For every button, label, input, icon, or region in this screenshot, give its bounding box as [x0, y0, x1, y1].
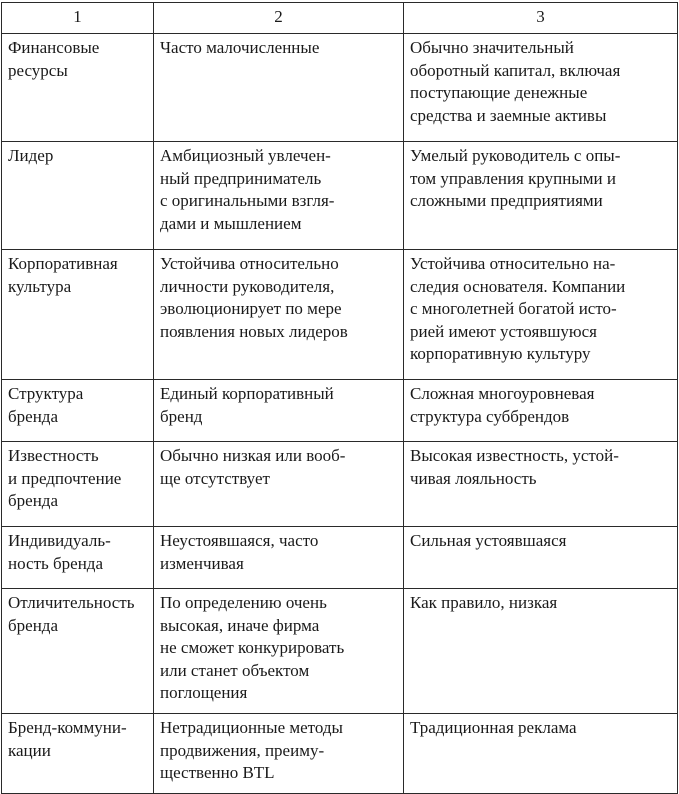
table-row: [2, 380, 678, 442]
table-cell: Единый корпоративный бренд: [154, 380, 404, 442]
column-header-3: 3: [404, 3, 678, 34]
row-label: Лидер: [2, 142, 154, 250]
column-header-2: 2: [154, 3, 404, 34]
table-cell: Традиционная реклама: [404, 714, 678, 794]
table-cell: Обычно низкая или вооб- ще отсутствует: [154, 442, 404, 527]
table-cell: Амбициозный увлечен- ный предприниматель с оригинальными взгля- дами и мышлением: [154, 142, 404, 250]
table-cell: Неустоявшаяся, часто изменчивая: [154, 527, 404, 589]
table-cell: Обычно значительный оборотный капитал, включая поступающие денежные средства и заемные активы: [404, 34, 678, 142]
table-cell: Как правило, низкая: [404, 589, 678, 714]
row-label: Индивидуаль- ность бренда: [2, 527, 154, 589]
table-cell: Часто малочисленные: [154, 34, 404, 142]
table-cell: Сложная многоуровневая структура суббрендов: [404, 380, 678, 442]
table-row: [2, 250, 678, 380]
row-label: Финансовые ресурсы: [2, 34, 154, 142]
table-row: [2, 589, 678, 714]
column-header-1: 1: [2, 3, 154, 34]
comparison-table: [1, 2, 678, 794]
table-row: [2, 142, 678, 250]
table-cell: Устойчива относительно личности руководителя, эволюционирует по мере появления новых лидеров: [154, 250, 404, 380]
table-cell: Умелый руководитель с опы- том управления крупными и сложными предприятиями: [404, 142, 678, 250]
table-cell: По определению очень высокая, иначе фирма не сможет конкурировать или станет объектом поглощения: [154, 589, 404, 714]
table-row: [2, 527, 678, 589]
row-label: Отличительность бренда: [2, 589, 154, 714]
row-label: Корпоративная культура: [2, 250, 154, 380]
table-cell: Устойчива относительно на- следия основателя. Компании с многолетней богатой исто- рией имеют устоявшуюся корпоративную культуру: [404, 250, 678, 380]
table-row: [2, 34, 678, 142]
row-label: Бренд-коммуни- кации: [2, 714, 154, 794]
table-row: [2, 442, 678, 527]
row-label: Известность и предпочтение бренда: [2, 442, 154, 527]
header-row: [2, 3, 678, 34]
table-cell: Нетрадиционные методы продвижения, преиму- щественно BTL: [154, 714, 404, 794]
table-cell: Высокая известность, устой- чивая лояльность: [404, 442, 678, 527]
table-cell: Сильная устоявшаяся: [404, 527, 678, 589]
row-label: Структура бренда: [2, 380, 154, 442]
table-row: [2, 714, 678, 794]
